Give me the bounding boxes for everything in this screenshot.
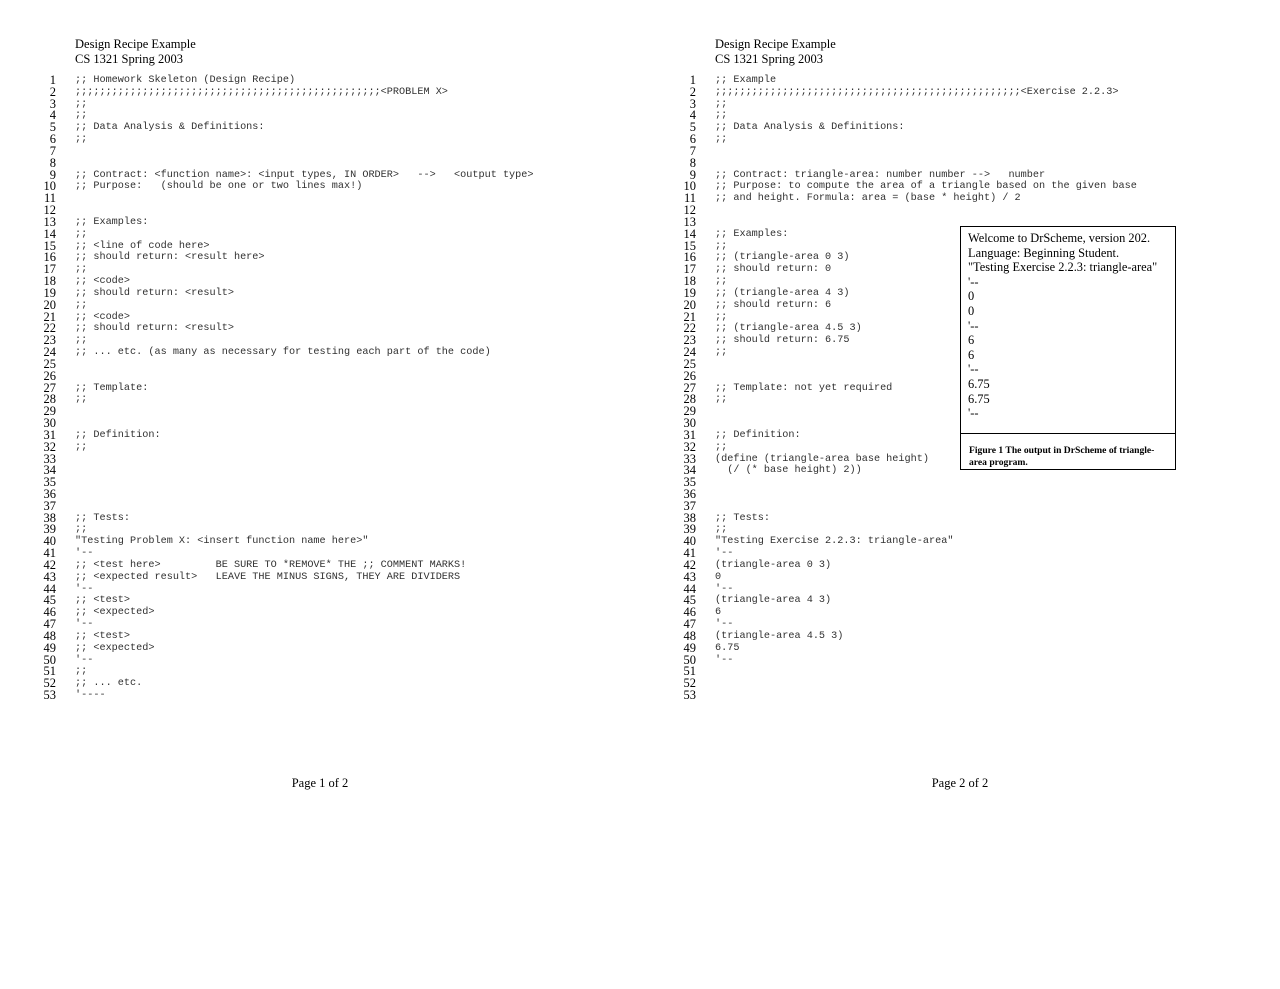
- line-number: 25: [43, 356, 56, 371]
- code-line: ;; Purpose: (should be one or two lines max!): [75, 181, 363, 193]
- line-number: 50: [683, 652, 696, 667]
- line-number: 35: [43, 475, 56, 490]
- header-title: Design Recipe Example: [715, 37, 836, 51]
- line-number: 33: [683, 451, 696, 466]
- code-line: [75, 454, 534, 466]
- figure-caption: Figure 1 The output in DrScheme of triangle-area program.: [969, 445, 1155, 468]
- line-number: 27: [683, 380, 696, 395]
- code-line: [715, 666, 1137, 678]
- code-line: "Testing Problem X: <insert function name here>": [75, 536, 369, 548]
- code-line: ;; should return: 0: [715, 264, 832, 276]
- line-number: 26: [43, 368, 56, 383]
- code-line: ;; <expected>: [75, 607, 155, 619]
- code-line: ;;: [75, 264, 88, 276]
- line-number: 53: [683, 688, 696, 703]
- code-line: '----: [75, 690, 106, 702]
- line-number: 34: [683, 463, 696, 478]
- line-number: 40: [683, 534, 696, 549]
- code-line: ;;: [75, 110, 88, 122]
- code-line: [75, 418, 534, 430]
- code-line: ;; Tests:: [715, 512, 771, 524]
- code-line: 6.75: [715, 642, 740, 654]
- line-number: 17: [683, 262, 696, 277]
- line-number: 28: [43, 392, 56, 407]
- header-title: Design Recipe Example: [75, 37, 196, 51]
- line-number: 32: [43, 439, 56, 454]
- code-line: ;;: [75, 394, 88, 406]
- code-line: ;; Examples:: [715, 228, 789, 240]
- line-number: 34: [43, 463, 56, 478]
- code-line: (triangle-area 0 3): [715, 559, 832, 571]
- line-number: 12: [43, 203, 56, 218]
- line-number: 18: [683, 274, 696, 289]
- line-number: 4: [689, 108, 696, 123]
- line-number: 20: [43, 297, 56, 312]
- line-number: 7: [689, 143, 696, 158]
- code-line: [75, 146, 534, 158]
- code-line: [715, 146, 1137, 158]
- line-number-gutter: [30, 75, 56, 702]
- code-line: [75, 477, 534, 489]
- line-number: 26: [683, 368, 696, 383]
- line-number: 52: [43, 676, 56, 691]
- line-number: 32: [683, 439, 696, 454]
- code-line: 6: [715, 607, 722, 619]
- line-number: 36: [683, 486, 696, 501]
- code-line: (define (triangle-area base height): [715, 453, 929, 465]
- line-number: 28: [683, 392, 696, 407]
- code-line: ;; Tests:: [75, 512, 131, 524]
- page-number: Page 1 of 2: [291, 776, 349, 790]
- code-line: ;;: [75, 299, 88, 311]
- output-line: '--: [968, 318, 979, 333]
- code-line: '--: [715, 654, 734, 666]
- line-number: 48: [43, 628, 56, 643]
- line-number: 19: [683, 285, 696, 300]
- line-number: 12: [683, 203, 696, 218]
- code-line: ;;: [75, 441, 88, 453]
- line-number: 49: [683, 640, 696, 655]
- line-number: 31: [683, 427, 696, 442]
- code-line: ;; Definition:: [715, 429, 801, 441]
- code-line: ;;: [715, 441, 728, 453]
- output-line: 6.75: [968, 391, 990, 406]
- line-number: 5: [49, 120, 56, 135]
- code-line: [75, 489, 534, 501]
- line-number: 46: [683, 605, 696, 620]
- code-line: ;; Template:: [75, 382, 149, 394]
- code-line: ;;: [75, 524, 88, 536]
- line-number: 42: [683, 557, 696, 572]
- code-line: ;; Data Analysis & Definitions:: [75, 122, 265, 134]
- page-number: Page 2 of 2: [931, 776, 989, 790]
- code-line: ;;: [715, 347, 728, 359]
- code-line: ;; and height. Formula: area = (base * height) / 2: [715, 193, 1021, 205]
- line-number: 22: [43, 321, 56, 336]
- line-number: 36: [43, 486, 56, 501]
- line-number: 21: [43, 309, 56, 324]
- line-number: 29: [683, 404, 696, 419]
- output-line: '--: [968, 406, 979, 421]
- code-line: (triangle-area 4.5 3): [715, 630, 844, 642]
- code-line: ;;: [75, 666, 88, 678]
- line-number: 9: [49, 167, 56, 182]
- line-number: 31: [43, 427, 56, 442]
- line-number: 42: [43, 557, 56, 572]
- line-number: 18: [43, 274, 56, 289]
- line-number: 9: [689, 167, 696, 182]
- code-line: ;;;;;;;;;;;;;;;;;;;;;;;;;;;;;;;;;;;;;;;;;;;;;;;;;;<PROBLEM X>: [75, 86, 448, 98]
- code-line: ;; <expected>: [75, 642, 155, 654]
- output-line: 6.75: [968, 376, 990, 391]
- code-line: ;; <test here> BE SURE TO *REMOVE* THE ;; COMMENT MARKS!: [75, 559, 467, 571]
- code-line: ;; Contract: <function name>: <input types, IN ORDER> --> <output type>: [75, 169, 534, 181]
- line-number: 3: [49, 96, 56, 111]
- code-line: "Testing Exercise 2.2.3: triangle-area": [715, 536, 954, 548]
- line-number: 14: [683, 226, 696, 241]
- line-number: 1: [49, 73, 56, 87]
- drscheme-output-figure: [960, 226, 1176, 470]
- code-line: [715, 489, 1137, 501]
- line-number: 14: [43, 226, 56, 241]
- code-line: [715, 205, 1137, 217]
- line-number: 7: [49, 143, 56, 158]
- line-number: 20: [683, 297, 696, 312]
- code-line: ;;: [715, 110, 728, 122]
- line-number: 4: [49, 108, 56, 123]
- line-number: 48: [683, 628, 696, 643]
- line-number: 23: [683, 333, 696, 348]
- line-number: 30: [683, 416, 696, 431]
- line-number: 51: [683, 664, 696, 679]
- output-line: '--: [968, 362, 979, 377]
- code-line: [75, 359, 534, 371]
- line-number: 41: [683, 546, 696, 561]
- line-number: 21: [683, 309, 696, 324]
- code-line: ;; ... etc. (as many as necessary for testing each part of the code): [75, 347, 491, 359]
- page-2: [640, 0, 1280, 989]
- code-line: [715, 477, 1137, 489]
- code-line: ;;: [715, 98, 728, 110]
- line-number: 6: [49, 132, 56, 147]
- code-line: '--: [75, 654, 94, 666]
- line-number: 2: [49, 84, 56, 99]
- drscheme-output: [961, 227, 1175, 434]
- header-course: CS 1321 Spring 2003: [75, 52, 184, 66]
- line-number: 10: [683, 179, 696, 194]
- line-number: 40: [43, 534, 56, 549]
- line-number: 8: [689, 155, 696, 170]
- code-line: ;;: [75, 134, 88, 146]
- code-line: ;; <line of code here>: [75, 240, 210, 252]
- output-line: "Testing Exercise 2.2.3: triangle-area": [968, 260, 1158, 275]
- line-number: 51: [43, 664, 56, 679]
- code-line: [715, 501, 1137, 513]
- page-footer: [0, 776, 640, 791]
- line-number: 53: [43, 688, 56, 703]
- line-number: 13: [683, 214, 696, 229]
- output-line: 6: [968, 347, 975, 362]
- code-line: ;; <test>: [75, 595, 131, 607]
- code-line: ;;: [715, 394, 728, 406]
- line-number: 16: [43, 250, 56, 265]
- line-number: 1: [689, 73, 696, 87]
- code-line: ;; (triangle-area 0 3): [715, 252, 850, 264]
- page-header: [715, 37, 836, 67]
- code-line: ;;: [75, 98, 88, 110]
- code-line: ;; <code>: [75, 276, 131, 288]
- line-number: 17: [43, 262, 56, 277]
- line-number: 43: [683, 569, 696, 584]
- line-number: 52: [683, 676, 696, 691]
- code-line: [75, 193, 534, 205]
- line-number: 13: [43, 214, 56, 229]
- code-line: [75, 406, 534, 418]
- line-number: 45: [683, 593, 696, 608]
- code-line: [75, 205, 534, 217]
- line-number: 44: [43, 581, 56, 596]
- code-line: ;; Template: not yet required: [715, 382, 893, 394]
- line-number: 33: [43, 451, 56, 466]
- line-number: 11: [43, 191, 56, 206]
- code-line: '--: [75, 619, 94, 631]
- line-number: 37: [683, 498, 696, 513]
- code-line: ;; <test>: [75, 630, 131, 642]
- code-line: ;; <code>: [75, 311, 131, 323]
- code-line: ;;: [75, 228, 88, 240]
- line-number: 39: [43, 522, 56, 537]
- code-line: [75, 501, 534, 513]
- line-number: 10: [43, 179, 56, 194]
- code-line: ;; Purpose: to compute the area of a triangle based on the given base: [715, 181, 1137, 193]
- line-number: 16: [683, 250, 696, 265]
- line-number: 37: [43, 498, 56, 513]
- page-footer: [640, 776, 1280, 791]
- code-line: '--: [715, 619, 734, 631]
- code-line: [715, 678, 1137, 690]
- code-line: ;;: [75, 335, 88, 347]
- code-line: ;;: [715, 311, 728, 323]
- line-number: 38: [43, 510, 56, 525]
- line-number: 25: [683, 356, 696, 371]
- line-number: 47: [43, 617, 56, 632]
- code-line: [75, 371, 534, 383]
- line-number: 24: [683, 345, 696, 360]
- code-line: ;; should return: <result>: [75, 323, 234, 335]
- line-number: 41: [43, 546, 56, 561]
- output-line: 0: [968, 303, 975, 318]
- code-line: ;; (triangle-area 4.5 3): [715, 323, 862, 335]
- code-line: ;; Definition:: [75, 429, 161, 441]
- code-line: '--: [75, 583, 94, 595]
- line-number: 11: [683, 191, 696, 206]
- code-line: [75, 465, 534, 477]
- line-number: 45: [43, 593, 56, 608]
- code-line: ;;: [715, 524, 728, 536]
- line-number: 8: [49, 155, 56, 170]
- line-number: 15: [43, 238, 56, 253]
- output-line: '--: [968, 274, 979, 289]
- code-listing: [75, 75, 534, 702]
- code-line: ;;: [715, 276, 728, 288]
- code-line: ;;: [715, 134, 728, 146]
- line-number: 3: [689, 96, 696, 111]
- header-course: CS 1321 Spring 2003: [715, 52, 824, 66]
- line-number: 23: [43, 333, 56, 348]
- code-line: ;; should return: <result>: [75, 287, 234, 299]
- line-number: 39: [683, 522, 696, 537]
- line-number: 5: [689, 120, 696, 135]
- code-line: ;; should return: <result here>: [75, 252, 265, 264]
- line-number: 50: [43, 652, 56, 667]
- line-number: 38: [683, 510, 696, 525]
- line-number: 30: [43, 416, 56, 431]
- code-line: '--: [715, 583, 734, 595]
- line-number: 29: [43, 404, 56, 419]
- code-line: ;; should return: 6: [715, 299, 832, 311]
- line-number: 19: [43, 285, 56, 300]
- line-number: 22: [683, 321, 696, 336]
- line-number: 35: [683, 475, 696, 490]
- line-number: 15: [683, 238, 696, 253]
- output-line: 0: [968, 289, 975, 304]
- output-line: 6: [968, 333, 975, 348]
- line-number: 24: [43, 345, 56, 360]
- line-number: 27: [43, 380, 56, 395]
- code-line: [75, 158, 534, 170]
- output-line: Welcome to DrScheme, version 202.: [968, 231, 1151, 245]
- code-line: '--: [715, 548, 734, 560]
- line-number: 47: [683, 617, 696, 632]
- code-line: (triangle-area 4 3): [715, 595, 832, 607]
- code-line: ;;: [715, 240, 728, 252]
- code-line: '--: [75, 548, 94, 560]
- line-number: 43: [43, 569, 56, 584]
- code-line: ;; ... etc.: [75, 678, 143, 690]
- code-line: ;; Examples:: [75, 216, 149, 228]
- code-line: ;; Example: [715, 75, 777, 86]
- line-number: 6: [689, 132, 696, 147]
- code-line: ;;;;;;;;;;;;;;;;;;;;;;;;;;;;;;;;;;;;;;;;;;;;;;;;;;<Exercise 2.2.3>: [715, 86, 1119, 98]
- code-line: 0: [715, 571, 722, 583]
- line-number: 2: [689, 84, 696, 99]
- line-number: 44: [683, 581, 696, 596]
- line-number-gutter: [670, 75, 696, 702]
- code-line: (/ (* base height) 2)): [715, 465, 862, 477]
- line-number: 49: [43, 640, 56, 655]
- code-line: [715, 690, 1137, 702]
- output-line: Language: Beginning Student.: [968, 245, 1120, 260]
- line-number: 46: [43, 605, 56, 620]
- code-line: ;; <expected result> LEAVE THE MINUS SIGNS, THEY ARE DIVIDERS: [75, 571, 461, 583]
- code-line: ;; Data Analysis & Definitions:: [715, 122, 905, 134]
- page-header: [75, 37, 196, 67]
- code-line: ;; Homework Skeleton (Design Recipe): [75, 75, 296, 86]
- code-line: [715, 158, 1137, 170]
- code-line: ;; Contract: triangle-area: number number --> number: [715, 169, 1046, 181]
- code-line: ;; (triangle-area 4 3): [715, 287, 850, 299]
- code-line: ;; should return: 6.75: [715, 335, 850, 347]
